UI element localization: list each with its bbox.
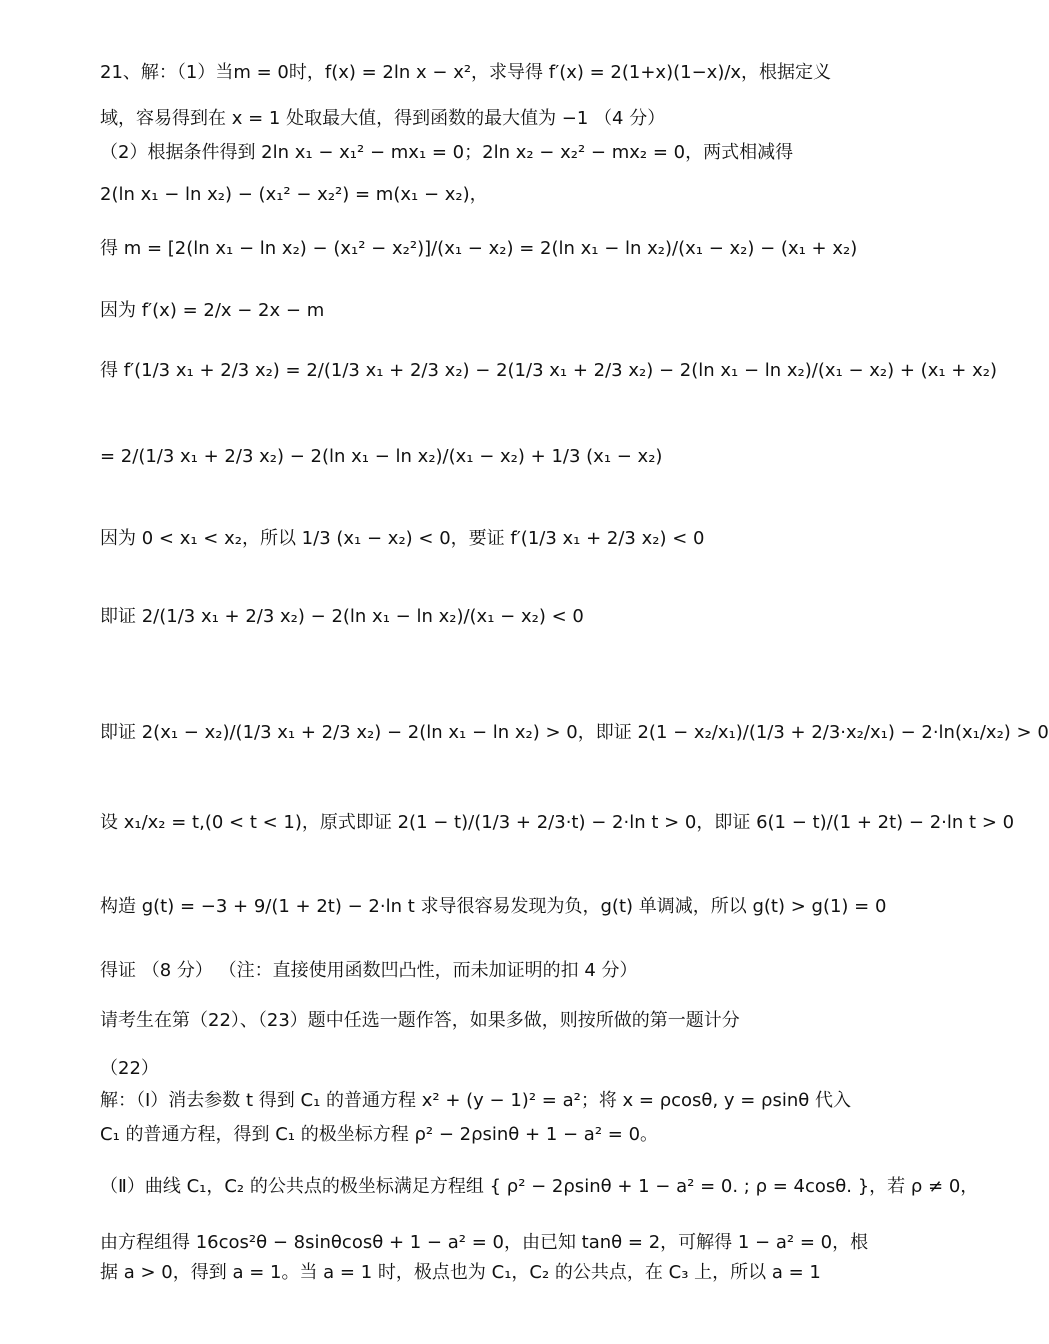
line-21-subtract: 2(ln x₁ − ln x₂) − (x₁² − x₂²) = m(x₁ − x₂)，	[100, 184, 488, 205]
line-21-substitute-t: 设 x₁/x₂ = t,(0 < t < 1)，原式即证 2(1 − t)/(1/3 + 2/3·t) − 2·ln t > 0，即证 6(1 − t)/(1 + 2t) − 2·ln t > 0	[100, 812, 1015, 833]
line-22-solve: 由方程组得 16cos²θ − 8sinθcosθ + 1 − a² = 0，由已知 tanθ = 2，可解得 1 − a² = 0，根	[100, 1232, 869, 1253]
line-22-result: 据 a > 0，得到 a = 1。当 a = 1 时，极点也为 C₁，C₂ 的公共点，在 C₃ 上，所以 a = 1	[100, 1262, 821, 1283]
line-21-prove-goal: 因为 0 < x₁ < x₂，所以 1/3 (x₁ − x₂) < 0，要证 f′(1/3 x₁ + 2/3 x₂) < 0	[100, 528, 705, 549]
line-21-max-value: 域，容易得到在 x = 1 处取最大值，得到函数的最大值为 −1 （4 分）	[100, 108, 666, 129]
line-21-part2-condition: （2）根据条件得到 2ln x₁ − x₁² − mx₁ = 0；2ln x₂ − x₂² − mx₂ = 0，两式相减得	[100, 142, 794, 163]
line-21-equivalent-1: 即证 2/(1/3 x₁ + 2/3 x₂) − 2(ln x₁ − ln x₂)/(x₁ − x₂) < 0	[100, 606, 584, 627]
line-21-m-expression: 得 m = [2(ln x₁ − ln x₂) − (x₁² − x₂²)]/(x₁ − x₂) = 2(ln x₁ − ln x₂)/(x₁ − x₂) − (x₁ + x₂)	[100, 238, 858, 259]
line-22-polar-equation: C₁ 的普通方程，得到 C₁ 的极坐标方程 ρ² − 2ρsinθ + 1 − a² = 0。	[100, 1124, 659, 1145]
line-21-equivalent-2: 即证 2(x₁ − x₂)/(1/3 x₁ + 2/3 x₂) − 2(ln x₁ − ln x₂) > 0，即证 2(1 − x₂/x₁)/(1/3 + 2/3·x₂/x₁) − 2·ln(x₁/x₂) > 0	[100, 722, 1049, 743]
line-22-heading: （22）	[100, 1058, 159, 1079]
line-21-derivative: 因为 f′(x) = 2/x − 2x − m	[100, 300, 325, 321]
line-21-intro: 21、解：（1）当m = 0时，f(x) = 2ln x − x²，求导得 f′(x) = 2(1+x)(1−x)/x，根据定义	[100, 62, 832, 83]
line-21-simplified: = 2/(1/3 x₁ + 2/3 x₂) − 2(ln x₁ − ln x₂)/(x₁ − x₂) + 1/3 (x₁ − x₂)	[100, 446, 663, 467]
line-instructions: 请考生在第（22）、（23）题中任选一题作答，如果多做，则按所做的第一题计分	[100, 1010, 740, 1031]
line-22-part1: 解：（Ⅰ）消去参数 t 得到 C₁ 的普通方程 x² + (y − 1)² = a²；将 x = ρcosθ, y = ρsinθ 代入	[100, 1090, 852, 1111]
line-21-substitute: 得 f′(1/3 x₁ + 2/3 x₂) = 2/(1/3 x₁ + 2/3 x₂) − 2(1/3 x₁ + 2/3 x₂) − 2(ln x₁ − ln x₂)/(x₁ − x₂) + (x₁ + x₂)	[100, 360, 997, 381]
line-21-construct-g: 构造 g(t) = −3 + 9/(1 + 2t) − 2·ln t 求导很容易发现为负，g(t) 单调减，所以 g(t) > g(1) = 0	[100, 896, 887, 917]
line-21-conclusion: 得证 （8 分） （注：直接使用函数凹凸性，而未加证明的扣 4 分）	[100, 960, 638, 981]
line-22-part2-system: （Ⅱ）曲线 C₁，C₂ 的公共点的极坐标满足方程组 { ρ² − 2ρsinθ + 1 − a² = 0. ; ρ = 4cosθ. }，若 ρ ≠ 0，	[100, 1176, 979, 1197]
